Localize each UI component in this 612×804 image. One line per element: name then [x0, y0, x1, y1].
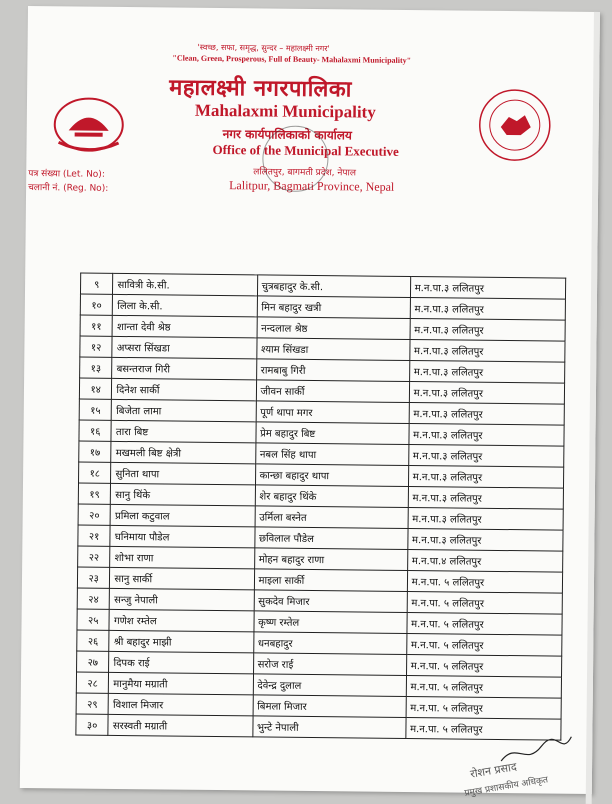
father-name-cell: श्याम सिंखडा	[256, 338, 409, 361]
name-cell: बसन्तराज गिरी	[112, 357, 256, 380]
name-cell: दिपक राई	[109, 651, 253, 674]
father-name-cell: रामबाबु गिरी	[256, 359, 409, 382]
serial-number-cell: १७	[79, 441, 112, 462]
father-name-cell: उर्मिला बस्नेत	[255, 506, 408, 529]
serial-number-cell: १२	[80, 336, 113, 357]
address-cell: म.न.पा. ५ ललितपुर	[406, 717, 562, 740]
address-cell: म.न.पा. ५ ललितपुर	[407, 571, 563, 594]
father-name-cell: बिमला मिजार	[253, 695, 406, 718]
name-cell: विशाल मिजार	[108, 693, 252, 716]
name-cell: सावित्री के.सी.	[113, 273, 257, 296]
address-cell: म.न.पा.३ ललितपुर	[409, 382, 565, 405]
address-cell: म.न.पा.३ ललितपुर	[409, 424, 565, 447]
address-cell: म.न.पा. ५ ललितपुर	[406, 675, 562, 698]
office-name-english: Office of the Municipal Executive	[212, 141, 399, 159]
father-name-cell: भुन्टे नेपाली	[252, 716, 405, 739]
nepal-emblem-icon	[48, 94, 129, 157]
address-cell: म.न.पा.४ ललितपुर	[407, 550, 563, 573]
address-cell: म.न.पा.३ ललितपुर	[409, 361, 565, 384]
serial-number-cell: २३	[77, 567, 110, 588]
office-stamp	[262, 125, 329, 192]
name-cell: मानुमैया मग्राती	[109, 672, 253, 695]
document-page	[20, 6, 600, 799]
slogan-english: "Clean, Green, Prosperous, Full of Beauty- Mahalaxmi Municipality"	[172, 53, 412, 66]
address-cell: म.न.पा.३ ललितपुर	[409, 403, 565, 426]
name-cell: घनिमाया पौडेल	[110, 525, 254, 548]
name-cell: मखमली बिष्ट क्षेत्री	[111, 441, 255, 464]
name-cell: प्रमिला कटुवाल	[110, 504, 254, 527]
address-cell: म.न.पा.३ ललितपुर	[410, 319, 566, 342]
serial-number-cell: २७	[77, 651, 110, 672]
name-cell: तारा बिष्ट	[111, 420, 255, 443]
serial-number-cell: १८	[79, 462, 112, 483]
signatory-name: रोशन प्रसाद	[469, 760, 518, 781]
address-cell: म.न.पा. ५ ललितपुर	[406, 654, 562, 677]
serial-number-cell: २१	[78, 525, 111, 546]
address-cell: म.न.पा. ५ ललितपुर	[406, 696, 562, 719]
father-name-cell: सुकदेव मिजार	[254, 590, 407, 613]
serial-number-cell: २६	[77, 630, 110, 651]
name-cell: श्री बहादुर माझी	[109, 630, 253, 653]
father-name-cell: शेर बहादुर थिंके	[255, 485, 408, 508]
address-cell: म.न.पा. ५ ललितपुर	[407, 592, 563, 615]
father-name-cell: कान्छा बहादुर थापा	[255, 464, 408, 487]
org-name-nepali: महालक्ष्मी नगरपालिका	[169, 75, 353, 103]
name-cell: अप्सरा सिंखडा	[112, 336, 256, 359]
serial-number-cell: १५	[79, 399, 112, 420]
address-cell: म.न.पा.३ ललितपुर	[408, 508, 564, 531]
name-cell: दिनेश सार्की	[112, 378, 256, 401]
name-cell: शान्ता देवी श्रेष्ठ	[112, 315, 256, 338]
father-name-cell: मिन बहादुर खत्री	[257, 296, 410, 319]
serial-number-cell: ३०	[76, 714, 109, 735]
serial-number-cell: १९	[78, 483, 111, 504]
name-cell: सुनिता थापा	[111, 462, 255, 485]
serial-number-cell: ११	[80, 315, 113, 336]
father-name-cell: माइला सार्की	[254, 569, 407, 592]
org-name-english: Mahalaxmi Municipality	[194, 100, 376, 122]
name-cell: सरस्वती मग्राती	[108, 714, 252, 737]
address-cell: म.न.पा. ५ ललितपुर	[407, 613, 563, 636]
name-cell: गणेश रम्तेल	[109, 609, 253, 632]
serial-number-cell: १३	[80, 357, 113, 378]
address-cell: म.न.पा.३ ललितपुर	[410, 298, 566, 321]
name-cell: सानु सार्की	[110, 567, 254, 590]
serial-number-cell: १०	[80, 294, 113, 315]
signatory-title: प्रमुख प्रशासकीय अधिकृत	[463, 775, 549, 799]
serial-number-cell: २२	[78, 546, 111, 567]
name-cell: सानु थिंके	[111, 483, 255, 506]
address-cell: म.न.पा.३ ललितपुर	[408, 487, 564, 510]
father-name-cell: धनबहादुर	[253, 632, 406, 655]
father-name-cell: नबल सिंह थापा	[255, 443, 408, 466]
address-cell: म.न.पा.३ ललितपुर	[408, 466, 564, 489]
father-name-cell: चुत्रबहादुर के.सी.	[257, 275, 410, 298]
serial-number-cell: २५	[77, 609, 110, 630]
father-name-cell: देवेन्द्र दुलाल	[253, 674, 406, 697]
serial-number-cell: २४	[77, 588, 110, 609]
serial-number-cell: १४	[79, 378, 112, 399]
address-english: Lalitpur, Bagmati Province, Nepal	[229, 178, 395, 194]
letter-number-label: पत्र संख्या (Let. No):	[28, 169, 105, 180]
name-cell: शोभा राणा	[110, 546, 254, 569]
page-edge	[586, 12, 600, 804]
father-name-cell: कृष्ण रम्तेल	[254, 611, 407, 634]
father-name-cell: छविलाल पौडेल	[254, 527, 407, 550]
address-nepali: ललितपुर, बागमती प्रदेश, नेपाल	[253, 167, 357, 179]
serial-number-cell: ९	[80, 273, 113, 294]
name-cell: लिला के.सी.	[113, 294, 257, 317]
serial-number-cell: २९	[76, 693, 109, 714]
address-cell: म.न.पा.३ ललितपुर	[410, 277, 566, 300]
address-cell: म.न.पा.३ ललितपुर	[407, 529, 563, 552]
table-row	[76, 714, 561, 740]
serial-number-cell: २८	[76, 672, 109, 693]
name-cell: सन्जु नेपाली	[110, 588, 254, 611]
municipality-seal-icon	[476, 87, 553, 164]
father-name-cell: नन्दलाल श्रेष्ठ	[257, 317, 410, 340]
beneficiary-table	[75, 273, 566, 741]
name-cell: बिजेता लामा	[112, 399, 256, 422]
address-cell: म.न.पा. ५ ललितपुर	[406, 633, 562, 656]
serial-number-cell: १६	[79, 420, 112, 441]
father-name-cell: प्रेम बहादुर बिष्ट	[255, 422, 408, 445]
office-name-nepali: नगर कार्यपालिकाको कार्यालय	[222, 127, 353, 143]
address-cell: म.न.पा.३ ललितपुर	[408, 445, 564, 468]
father-name-cell: जीवन सार्की	[256, 380, 409, 403]
father-name-cell: मोहन बहादुर राणा	[254, 548, 407, 571]
slogan-nepali: 'स्वच्छ, सफा, समृद्ध, सुन्दर – महालक्ष्मी नगर'	[197, 42, 330, 54]
father-name-cell: पूर्ण थापा मगर	[256, 401, 409, 424]
registration-number-label: चलानी नं. (Reg. No):	[28, 183, 109, 194]
father-name-cell: सरोज राई	[253, 653, 406, 676]
address-cell: म.न.पा.३ ललितपुर	[409, 340, 565, 363]
serial-number-cell: २०	[78, 504, 111, 525]
